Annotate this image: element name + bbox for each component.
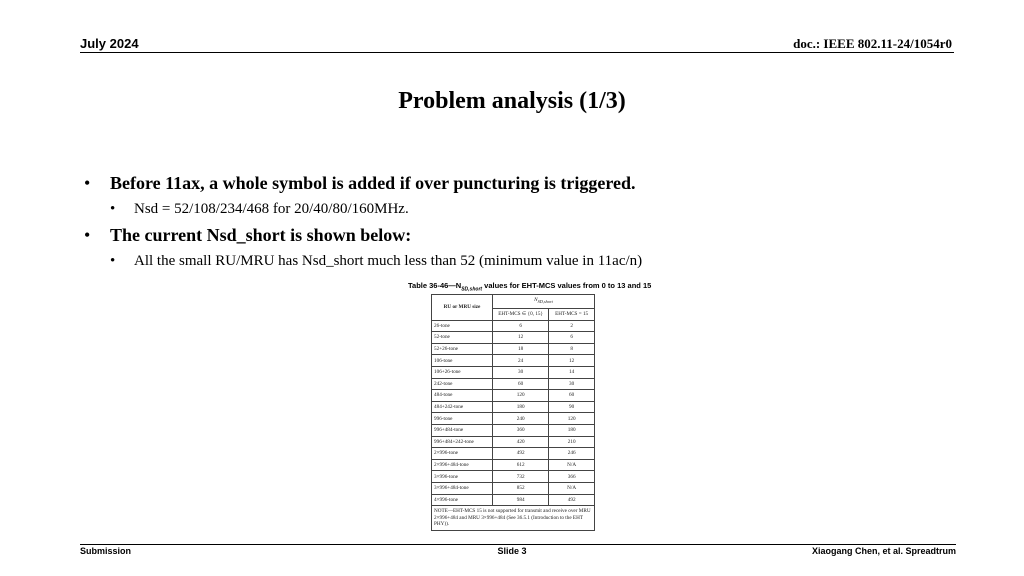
bullet-text: Before 11ax, a whole symbol is added if over puncturing is triggered.: [110, 173, 636, 193]
ru-size-cell: 3×996+484-tone: [432, 482, 493, 494]
nsd-short-mcs-range-cell: 12: [493, 332, 549, 344]
nsd-short-mcs15-cell: 90: [549, 401, 595, 413]
bullet-text: All the small RU/MRU has Nsd_short much less than 52 (minimum value in 11ac/n): [134, 253, 643, 269]
table-row: [432, 424, 595, 436]
table-caption: [408, 281, 652, 293]
nsd-short-mcs15-cell: 366: [549, 471, 595, 483]
ru-size-cell: 52-tone: [432, 332, 493, 344]
nsd-short-mcs15-cell: 180: [549, 424, 595, 436]
table-row: [432, 320, 595, 332]
nsd-short-mcs15-cell: N/A: [549, 459, 595, 471]
table-caption-prefix: Table 36-46—N: [408, 281, 462, 290]
nsd-short-mcs-range-cell: 24: [493, 355, 549, 367]
nsd-short-mcs15-cell: N/A: [549, 482, 595, 494]
table-row: [432, 343, 595, 355]
table-row: [432, 494, 595, 506]
nsd-short-mcs-range-cell: 852: [493, 482, 549, 494]
column-header-nsd-short: [493, 295, 595, 309]
nsd-short-mcs-range-cell: 180: [493, 401, 549, 413]
table-row: [432, 401, 595, 413]
column-header-mcs-range: EHT-MCS ∈ {0, 15}: [493, 309, 549, 321]
nsd-short-mcs15-cell: 2: [549, 320, 595, 332]
nsd-short-mcs-range-cell: 30: [493, 366, 549, 378]
table-row: [432, 436, 595, 448]
nsd-short-mcs15-cell: 210: [549, 436, 595, 448]
ru-size-cell: 996+484+242-tone: [432, 436, 493, 448]
ru-size-cell: 26-tone: [432, 320, 493, 332]
bullet-glyph: •: [84, 225, 91, 245]
nsd-short-mcs-range-cell: 984: [493, 494, 549, 506]
nsd-short-mcs-range-cell: 732: [493, 471, 549, 483]
table-caption-suffix: values for EHT-MCS values from 0 to 13 and 15: [482, 281, 652, 290]
bullet-level1: [80, 170, 960, 196]
slide-title: Problem analysis (1/3): [398, 88, 626, 114]
nsd-short-mcs-range-cell: 120: [493, 390, 549, 402]
header-doc-id: doc.: IEEE 802.11-24/1054r0: [793, 36, 952, 51]
nsd-short-mcs-range-cell: 612: [493, 459, 549, 471]
ru-size-cell: 52+26-tone: [432, 343, 493, 355]
nsd-short-mcs-range-cell: 18: [493, 343, 549, 355]
footer-divider: [80, 544, 956, 545]
nsd-short-mcs-range-cell: 240: [493, 413, 549, 425]
bullet-text: Nsd = 52/108/234/468 for 20/40/80/160MHz.: [134, 201, 409, 217]
nsd-short-mcs15-cell: 6: [549, 332, 595, 344]
footer-submission: Submission: [80, 546, 132, 556]
nsd-short-mcs15-cell: 60: [549, 390, 595, 402]
nsd-short-mcs15-cell: 246: [549, 448, 595, 460]
nsd-short-mcs-range-cell: 420: [493, 436, 549, 448]
nsd-short-mcs15-cell: 8: [549, 343, 595, 355]
table-row: [432, 482, 595, 494]
nsd-short-table-container: [431, 294, 595, 531]
bullet-level2: [80, 196, 960, 222]
column-header-ru-size: RU or MRU size: [432, 295, 493, 321]
table-row: [432, 390, 595, 402]
nsd-short-mcs15-cell: 12: [549, 355, 595, 367]
table-note: NOTE—EHT-MCS 15 is not supported for transmit and receive over MRU 2×996+484 and MRU 3×996+484 (See 36.5.1 (Introduction to the EHT PHY)).: [432, 506, 595, 531]
header-divider: [80, 52, 954, 53]
nsd-short-mcs15-cell: 120: [549, 413, 595, 425]
table-row: [432, 366, 595, 378]
nsd-short-mcs-range-cell: 60: [493, 378, 549, 390]
nsd-subscript: SD,short: [537, 299, 553, 305]
footer-slide-number: Slide 3: [497, 546, 527, 556]
ru-size-cell: 106-tone: [432, 355, 493, 367]
table-caption-subscript: SD,short: [461, 286, 483, 293]
table-row: [432, 332, 595, 344]
nsd-symbol: N: [534, 297, 538, 304]
column-header-mcs-15: EHT-MCS = 15: [549, 309, 595, 321]
ru-size-cell: 2×996-tone: [432, 448, 493, 460]
ru-size-cell: 2×996+484-tone: [432, 459, 493, 471]
bullet-level1: [80, 222, 960, 248]
ru-size-cell: 106+26-tone: [432, 366, 493, 378]
table-row: [432, 378, 595, 390]
table-row: [432, 459, 595, 471]
ru-size-cell: 3×996-tone: [432, 471, 493, 483]
footer-authors: Xiaogang Chen, et al. Spreadtrum: [811, 546, 956, 556]
bullet-text: The current Nsd_short is shown below:: [110, 225, 412, 245]
bullet-glyph: •: [84, 173, 91, 193]
bullet-level2: [80, 248, 960, 274]
table-row: [432, 448, 595, 460]
table-row: [432, 355, 595, 367]
ru-size-cell: 4×996-tone: [432, 494, 493, 506]
ru-size-cell: 996-tone: [432, 413, 493, 425]
table-row: [432, 471, 595, 483]
nsd-short-mcs15-cell: 14: [549, 366, 595, 378]
nsd-short-mcs-range-cell: 6: [493, 320, 549, 332]
ru-size-cell: 484+242-tone: [432, 401, 493, 413]
ru-size-cell: 996+484-tone: [432, 424, 493, 436]
bullet-list: [80, 170, 960, 274]
bullet-glyph: •: [110, 201, 116, 217]
header-date: July 2024: [80, 36, 139, 51]
table-row: [432, 413, 595, 425]
bullet-glyph: •: [110, 253, 116, 269]
ru-size-cell: 242-tone: [432, 378, 493, 390]
nsd-short-mcs15-cell: 492: [549, 494, 595, 506]
nsd-short-mcs-range-cell: 492: [493, 448, 549, 460]
nsd-short-table: [431, 294, 595, 531]
nsd-short-mcs15-cell: 30: [549, 378, 595, 390]
nsd-short-mcs-range-cell: 360: [493, 424, 549, 436]
ru-size-cell: 484-tone: [432, 390, 493, 402]
